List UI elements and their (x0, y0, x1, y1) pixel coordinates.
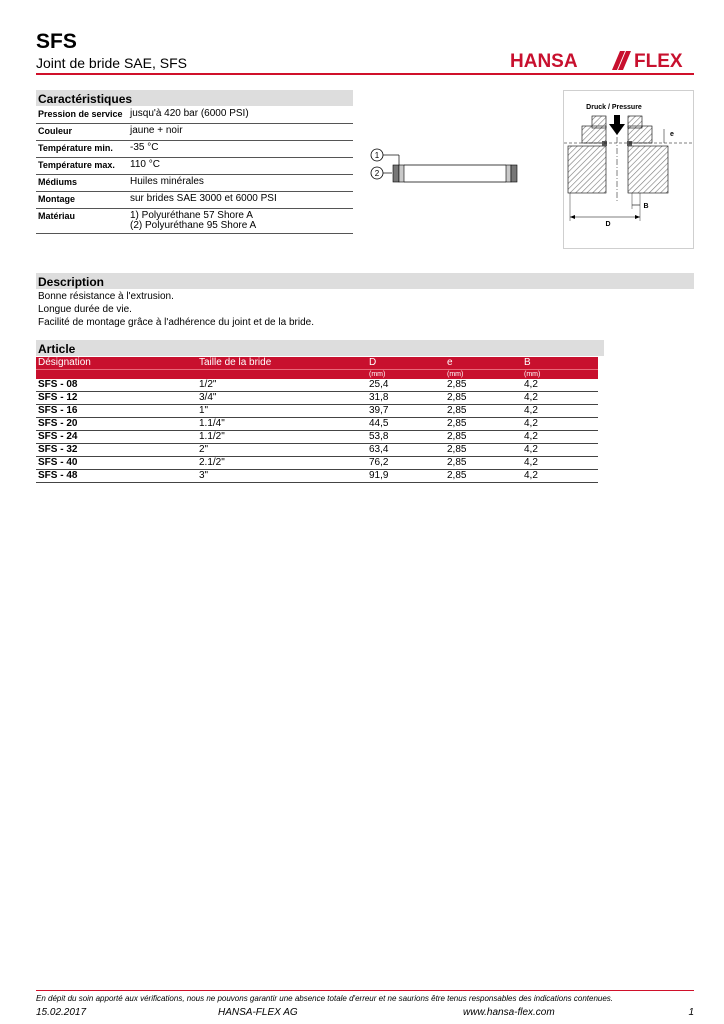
char-value: -35 °C (130, 142, 159, 153)
article-header-row (36, 357, 598, 369)
cell-b: 4,2 (524, 457, 538, 468)
unit-cell: (mm) (524, 371, 541, 378)
cell-designation: SFS - 20 (38, 418, 78, 429)
cell-flange-size: 1/2" (199, 379, 217, 390)
characteristics-heading: Caractéristiques (36, 90, 353, 106)
table-row (36, 392, 598, 405)
table-row (36, 418, 598, 431)
char-row (36, 192, 353, 209)
cell-designation: SFS - 48 (38, 470, 78, 481)
cell-designation: SFS - 12 (38, 392, 78, 403)
char-key: Matériau (38, 211, 76, 221)
char-row (36, 141, 353, 158)
header-rule (36, 73, 694, 75)
char-key: Montage (38, 194, 75, 204)
footer-rule (36, 990, 694, 991)
cell-d: 44,5 (369, 418, 389, 429)
char-row (36, 175, 353, 192)
callout-1-label: 1 (374, 151, 380, 160)
cell-b: 4,2 (524, 405, 538, 416)
installation-drawing-frame (563, 90, 694, 249)
seal-section-right-inner (506, 165, 511, 182)
char-row (36, 107, 353, 124)
cell-flange-size: 2.1/2" (199, 457, 225, 468)
char-row (36, 158, 353, 175)
cell-designation: SFS - 16 (38, 405, 78, 416)
char-value: jaune + noir (130, 125, 183, 136)
footer-disclaimer: En dépit du soin apporté aux vérifications, nous ne pouvons garantir une absence totale d'erreur et ne saurions être tenus responsables des indications contenues. (36, 994, 614, 1003)
char-value: sur brides SAE 3000 et 6000 PSI (130, 193, 277, 204)
char-value: Huiles minérales (130, 176, 204, 187)
cell-d: 31,8 (369, 392, 389, 403)
pressure-label: Druck / Pressure (586, 104, 642, 111)
unit-cell: (mm) (369, 371, 386, 378)
seal-section-right-outer (511, 165, 517, 182)
cell-flange-size: 3" (199, 470, 209, 481)
char-key: Pression de service (38, 109, 123, 119)
cell-e: 2,85 (447, 405, 467, 416)
cell-e: 2,85 (447, 418, 467, 429)
cell-designation: SFS - 24 (38, 431, 78, 442)
hansa-flex-logo (510, 48, 694, 72)
table-row (36, 379, 598, 392)
char-key: Médiums (38, 177, 78, 187)
document-subtitle: Joint de bride SAE, SFS (36, 55, 187, 71)
char-value: 110 °C (130, 159, 160, 170)
document-title: SFS (36, 30, 77, 53)
cell-designation: SFS - 40 (38, 457, 78, 468)
description-heading: Description (36, 273, 694, 289)
cell-b: 4,2 (524, 444, 538, 455)
footer-page-number: 1 (688, 1007, 694, 1018)
table-row (36, 470, 598, 483)
unit-cell (197, 370, 367, 379)
char-key: Couleur (38, 126, 73, 136)
cell-d: 39,7 (369, 405, 389, 416)
flange-neck-right (628, 116, 642, 128)
cell-flange-size: 2" (199, 444, 209, 455)
footer-website: www.hansa-flex.com (463, 1007, 555, 1018)
char-key: Température max. (38, 160, 115, 170)
cell-flange-size: 3/4" (199, 392, 217, 403)
cell-e: 2,85 (447, 379, 467, 390)
cell-e: 2,85 (447, 444, 467, 455)
col-header-designation: Désignation (38, 357, 91, 368)
cell-e: 2,85 (447, 457, 467, 468)
cell-b: 4,2 (524, 379, 538, 390)
port-block-right (628, 146, 668, 193)
col-header-d: D (369, 357, 377, 368)
seal-cross-section-figure (366, 146, 520, 188)
cell-e: 2,85 (447, 470, 467, 481)
characteristics-table (36, 107, 353, 234)
material-line-2: (2) Polyuréthane 95 Shore A (130, 220, 257, 231)
cell-d: 63,4 (369, 444, 389, 455)
cell-b: 4,2 (524, 470, 538, 481)
flange-upper-right (628, 126, 652, 143)
description-text (38, 290, 314, 329)
cell-e: 2,85 (447, 431, 467, 442)
col-header-e: e (447, 357, 453, 368)
cell-designation: SFS - 32 (38, 444, 78, 455)
article-table (36, 357, 598, 483)
table-row (36, 431, 598, 444)
cell-flange-size: 1.1/2" (199, 431, 225, 442)
cell-flange-size: 1" (199, 405, 209, 416)
table-row (36, 457, 598, 470)
material-line-1: 1) Polyuréthane 57 Shore A (130, 210, 253, 221)
col-header-flange-size: Taille de la bride (199, 357, 272, 368)
description-line: Facilité de montage grâce à l'adhérence du joint et de la bride. (38, 317, 314, 328)
callout-2-label: 2 (374, 169, 380, 178)
seal-right (627, 141, 632, 146)
cell-d: 91,9 (369, 470, 389, 481)
cell-b: 4,2 (524, 418, 538, 429)
dimension-e-label: e (670, 131, 674, 138)
char-value (128, 209, 353, 233)
description-line: Bonne résistance à l'extrusion. (38, 291, 174, 302)
char-value: jusqu'à 420 bar (6000 PSI) (130, 108, 249, 119)
cell-designation: SFS - 08 (38, 379, 78, 390)
article-heading: Article (36, 340, 604, 356)
footer-date: 15.02.2017 (36, 1007, 87, 1018)
char-row (36, 124, 353, 141)
footer-company: HANSA-FLEX AG (218, 1007, 298, 1018)
installation-drawing (564, 91, 693, 248)
logo-text-left: HANSA (510, 51, 578, 72)
cell-flange-size: 1.1/4" (199, 418, 225, 429)
char-row (36, 209, 353, 234)
cell-d: 53,8 (369, 431, 389, 442)
col-header-b: B (524, 357, 531, 368)
dimension-d-label: D (605, 221, 611, 228)
logo-text-right: FLEX (634, 51, 683, 72)
seal-left (602, 141, 607, 146)
unit-cell (36, 370, 197, 379)
table-row (36, 405, 598, 418)
flange-neck-left (592, 116, 606, 128)
flange-upper-left (582, 126, 606, 143)
unit-cell: (mm) (447, 371, 464, 378)
table-row (36, 444, 598, 457)
dimension-b-label: B (643, 203, 649, 210)
port-block-left (568, 146, 606, 193)
arrowhead (570, 215, 575, 219)
seal-section-left-outer (393, 165, 399, 182)
article-units-row (36, 369, 598, 379)
cell-d: 25,4 (369, 379, 389, 390)
char-key: Température min. (38, 143, 113, 153)
cell-b: 4,2 (524, 392, 538, 403)
seal-section-left-inner (399, 165, 404, 182)
cell-e: 2,85 (447, 392, 467, 403)
cell-b: 4,2 (524, 431, 538, 442)
description-line: Longue durée de vie. (38, 304, 132, 315)
cell-d: 76,2 (369, 457, 389, 468)
arrowhead (635, 215, 640, 219)
